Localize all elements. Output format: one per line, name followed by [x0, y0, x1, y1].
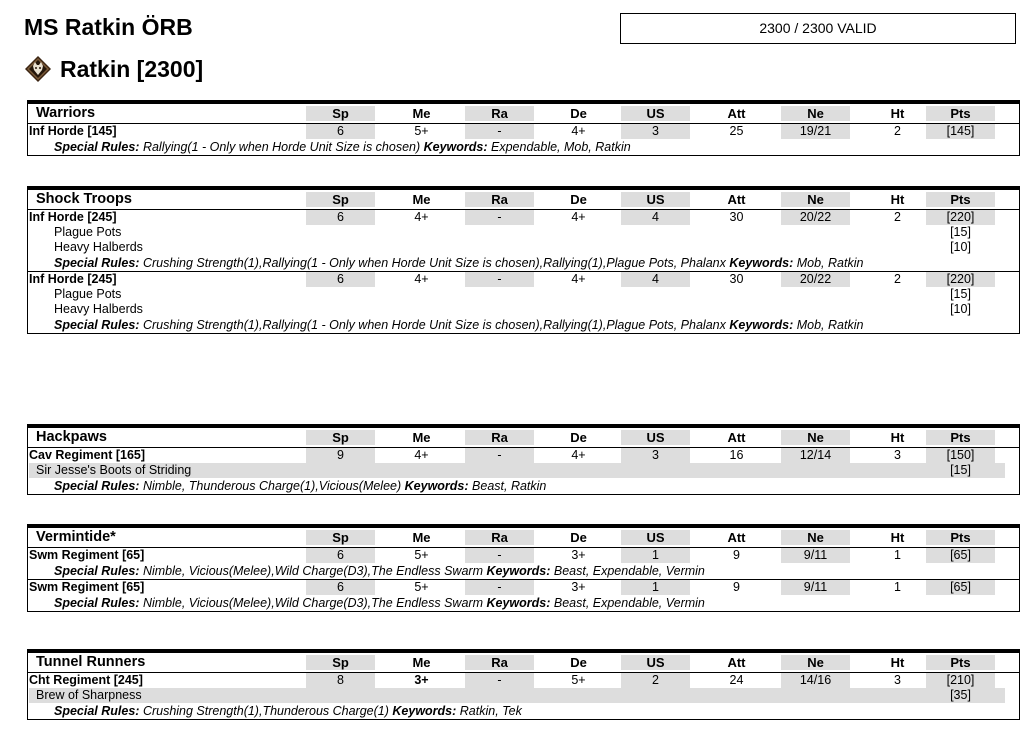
column-header: Ne: [781, 106, 850, 121]
special-rules-text: Crushing Strength(1),Rallying(1 - Only when Horde Unit Size is chosen),Rallying(1),Plague Pots, Phalanx: [142, 318, 726, 332]
column-header: Sp: [306, 192, 375, 207]
unit-block: [27, 424, 1020, 495]
unit-block: [27, 649, 1020, 720]
stat-value: -: [465, 210, 534, 225]
troop-stats: [28, 673, 1019, 688]
column-header: Pts: [926, 655, 995, 670]
army-faction-line: [24, 55, 203, 83]
column-header: De: [570, 192, 587, 207]
stat-value: 3+: [571, 580, 586, 594]
option-name: Plague Pots: [54, 225, 122, 239]
stat-value: 30: [729, 272, 744, 286]
unit-name: Vermintide*: [36, 529, 116, 545]
column-header: Ht: [890, 106, 905, 121]
army-title: MS Ratkin ÖRB: [24, 14, 193, 40]
stat-value: 1: [621, 548, 690, 563]
unit-name: Hackpaws: [36, 429, 107, 445]
stat-value: 6: [306, 548, 375, 563]
column-header: Att: [727, 655, 746, 670]
unit-header-row: [28, 190, 1019, 209]
stat-value: 30: [729, 210, 744, 224]
option-row: [28, 240, 1019, 255]
option-points: [35]: [950, 688, 971, 702]
column-header: US: [621, 192, 690, 207]
special-rules: [28, 595, 1019, 611]
validity-status: 2300 / 2300 VALID: [620, 13, 1016, 44]
stat-value: 3: [894, 673, 901, 687]
unit-block: [27, 100, 1020, 156]
stat-value: -: [465, 272, 534, 287]
stat-value: 2: [894, 272, 901, 286]
stat-value: 1: [894, 580, 901, 594]
column-header: De: [570, 430, 587, 445]
option-name: Heavy Halberds: [54, 240, 143, 254]
stat-value: 9/11: [781, 580, 850, 595]
column-header: Att: [727, 430, 746, 445]
column-header: Pts: [926, 106, 995, 121]
column-headers: [28, 530, 1019, 545]
column-header: De: [570, 655, 587, 670]
troop-name: Inf Horde [245]: [29, 272, 117, 286]
keywords-label: Keywords:: [729, 256, 794, 270]
column-header: Ra: [465, 430, 534, 445]
stat-value: 6: [306, 580, 375, 595]
stat-value: [150]: [926, 448, 995, 463]
option-row: [28, 302, 1019, 317]
special-rules-label: Special Rules:: [54, 256, 140, 270]
stat-value: 4: [621, 272, 690, 287]
stat-value: 2: [894, 124, 901, 138]
unit-name: Tunnel Runners: [36, 654, 146, 670]
troop-name: Swm Regiment [65]: [29, 580, 145, 594]
stat-value: 4+: [571, 210, 586, 224]
stat-value: 20/22: [781, 272, 850, 287]
troop-name: Cav Regiment [165]: [29, 448, 146, 462]
option-row: [28, 225, 1019, 240]
stat-value: 5+: [414, 124, 429, 138]
unit-header-row: [28, 428, 1019, 447]
column-header: Me: [412, 192, 431, 207]
column-header: Att: [727, 530, 746, 545]
stat-value: 4: [621, 210, 690, 225]
special-rules: [28, 139, 1019, 155]
keywords-label: Keywords:: [486, 564, 551, 578]
option-row: [28, 287, 1019, 302]
special-rules-text: Nimble, Vicious(Melee),Wild Charge(D3),The Endless Swarm: [142, 596, 483, 610]
column-header: Me: [412, 430, 431, 445]
troop-name: Swm Regiment [65]: [29, 548, 145, 562]
option-row: [28, 463, 1019, 478]
stat-value: 25: [729, 124, 744, 138]
column-header: Ne: [781, 192, 850, 207]
ratkin-faction-icon: [24, 55, 52, 83]
special-rules: [28, 317, 1019, 333]
stat-value: 4+: [571, 448, 586, 462]
troop-stat-row: [28, 123, 1019, 139]
unit-name: Shock Troops: [36, 191, 132, 207]
stat-value: 9: [733, 548, 740, 562]
stat-value: -: [465, 548, 534, 563]
special-rules: [28, 703, 1019, 719]
column-header: Me: [412, 530, 431, 545]
troop-stats: [28, 580, 1019, 595]
column-header: Ra: [465, 530, 534, 545]
troop-stat-row: [28, 672, 1019, 688]
stat-value: 20/22: [781, 210, 850, 225]
unit-header-row: [28, 104, 1019, 123]
stat-value: [145]: [926, 124, 995, 139]
special-rules-text: Nimble, Vicious(Melee),Wild Charge(D3),The Endless Swarm: [142, 564, 483, 578]
column-header: Sp: [306, 106, 375, 121]
column-header: US: [621, 530, 690, 545]
troop-stats: [28, 210, 1019, 225]
stat-value: 6: [306, 210, 375, 225]
special-rules: [28, 563, 1019, 579]
column-header: US: [621, 430, 690, 445]
stat-value: -: [465, 448, 534, 463]
stat-value: 4+: [571, 124, 586, 138]
keywords-text: Beast, Ratkin: [472, 479, 547, 493]
column-header: Pts: [926, 192, 995, 207]
stat-value: 3: [621, 448, 690, 463]
unit-header-row: [28, 528, 1019, 547]
special-rules-label: Special Rules:: [54, 318, 140, 332]
stat-value: 14/16: [781, 673, 850, 688]
stat-value: 2: [621, 673, 690, 688]
stat-value: 5+: [571, 673, 586, 687]
stat-value: [210]: [926, 673, 995, 688]
troop-stats: [28, 448, 1019, 463]
stat-value: 4+: [571, 272, 586, 286]
column-header: Pts: [926, 530, 995, 545]
keywords-text: Beast, Expendable, Vermin: [553, 564, 705, 578]
keywords-label: Keywords:: [729, 318, 794, 332]
special-rules-label: Special Rules:: [54, 596, 140, 610]
stat-value: 5+: [414, 580, 429, 594]
column-header: Sp: [306, 430, 375, 445]
option-name: Heavy Halberds: [54, 302, 143, 316]
unit-name: Warriors: [36, 105, 96, 121]
option-points: [10]: [950, 302, 971, 316]
stat-value: 6: [306, 272, 375, 287]
special-rules: [28, 478, 1019, 494]
column-headers: [28, 106, 1019, 121]
stat-value: 12/14: [781, 448, 850, 463]
column-header: Ht: [890, 430, 905, 445]
stat-value: 24: [729, 673, 744, 687]
option-points: [10]: [950, 240, 971, 254]
column-header: De: [570, 106, 587, 121]
option-points: [15]: [950, 225, 971, 239]
option-shading: [29, 688, 1005, 703]
option-row: [28, 688, 1019, 703]
troop-stat-row: [28, 271, 1019, 287]
column-header: Sp: [306, 655, 375, 670]
column-header: Ne: [781, 430, 850, 445]
keywords-label: Keywords:: [392, 704, 457, 718]
troop-stat-row: [28, 579, 1019, 595]
keywords-text: Beast, Expendable, Vermin: [553, 596, 705, 610]
keywords-text: Mob, Ratkin: [796, 318, 864, 332]
stat-value: 6: [306, 124, 375, 139]
column-header: De: [570, 530, 587, 545]
army-subtitle: Ratkin [2300]: [60, 55, 204, 82]
troop-stats: [28, 548, 1019, 563]
stat-value: 9/11: [781, 548, 850, 563]
keywords-label: Keywords:: [423, 140, 488, 154]
stat-value: 5+: [414, 548, 429, 562]
stat-value: 4+: [414, 272, 429, 286]
column-header: Ra: [465, 655, 534, 670]
column-headers: [28, 192, 1019, 207]
special-rules-text: Crushing Strength(1),Rallying(1 - Only when Horde Unit Size is chosen),Rallying(1),Plague Pots, Phalanx: [142, 256, 726, 270]
special-rules-text: Rallying(1 - Only when Horde Unit Size is chosen): [142, 140, 421, 154]
special-rules-label: Special Rules:: [54, 140, 140, 154]
keywords-label: Keywords:: [404, 479, 469, 493]
column-header: Ra: [465, 192, 534, 207]
stat-value: 9: [306, 448, 375, 463]
column-header: Me: [412, 106, 431, 121]
option-name: Sir Jesse's Boots of Striding: [36, 463, 192, 477]
option-name: Plague Pots: [54, 287, 122, 301]
column-header: Ht: [890, 655, 905, 670]
special-rules-text: Crushing Strength(1),Thunderous Charge(1): [142, 704, 389, 718]
keywords-label: Keywords:: [486, 596, 551, 610]
special-rules-label: Special Rules:: [54, 704, 140, 718]
column-header: Sp: [306, 530, 375, 545]
option-points: [15]: [950, 287, 971, 301]
column-header: Att: [727, 106, 746, 121]
column-header: Ne: [781, 655, 850, 670]
stat-value: -: [465, 124, 534, 139]
special-rules-text: Nimble, Thunderous Charge(1),Vicious(Melee): [142, 479, 402, 493]
stat-value: 3: [894, 448, 901, 462]
troop-name: Inf Horde [145]: [29, 124, 117, 138]
stat-value: 3+: [414, 673, 429, 687]
column-header: Ne: [781, 530, 850, 545]
troop-name: Cht Regiment [245]: [29, 673, 143, 687]
unit-header-row: [28, 653, 1019, 672]
column-header: Pts: [926, 430, 995, 445]
unit-block: [27, 186, 1020, 334]
stat-value: 8: [306, 673, 375, 688]
special-rules-label: Special Rules:: [54, 479, 140, 493]
stat-value: -: [465, 580, 534, 595]
option-points: [15]: [950, 463, 971, 477]
keywords-text: Mob, Ratkin: [796, 256, 864, 270]
column-header: Ra: [465, 106, 534, 121]
stat-value: 9: [733, 580, 740, 594]
option-name: Brew of Sharpness: [36, 688, 142, 702]
stat-value: 3+: [571, 548, 586, 562]
stat-value: 4+: [414, 210, 429, 224]
stat-value: 1: [894, 548, 901, 562]
column-header: US: [621, 655, 690, 670]
column-header: Ht: [890, 192, 905, 207]
special-rules: [28, 255, 1019, 271]
stat-value: [220]: [926, 210, 995, 225]
stat-value: [65]: [926, 580, 995, 595]
column-headers: [28, 655, 1019, 670]
column-header: Ht: [890, 530, 905, 545]
stat-value: [220]: [926, 272, 995, 287]
column-header: US: [621, 106, 690, 121]
special-rules-label: Special Rules:: [54, 564, 140, 578]
troop-stat-row: [28, 209, 1019, 225]
troop-stat-row: [28, 547, 1019, 563]
stat-value: 3: [621, 124, 690, 139]
stat-value: -: [465, 673, 534, 688]
troop-stats: [28, 272, 1019, 287]
column-header: Me: [412, 655, 431, 670]
stat-value: 19/21: [781, 124, 850, 139]
stat-value: 16: [729, 448, 744, 462]
unit-block: [27, 524, 1020, 612]
column-headers: [28, 430, 1019, 445]
keywords-text: Ratkin, Tek: [459, 704, 522, 718]
stat-value: 2: [894, 210, 901, 224]
stat-value: 1: [621, 580, 690, 595]
keywords-text: Expendable, Mob, Ratkin: [491, 140, 631, 154]
troop-stat-row: [28, 447, 1019, 463]
troop-name: Inf Horde [245]: [29, 210, 117, 224]
column-header: Att: [727, 192, 746, 207]
stat-value: [65]: [926, 548, 995, 563]
troop-stats: [28, 124, 1019, 139]
stat-value: 4+: [414, 448, 429, 462]
